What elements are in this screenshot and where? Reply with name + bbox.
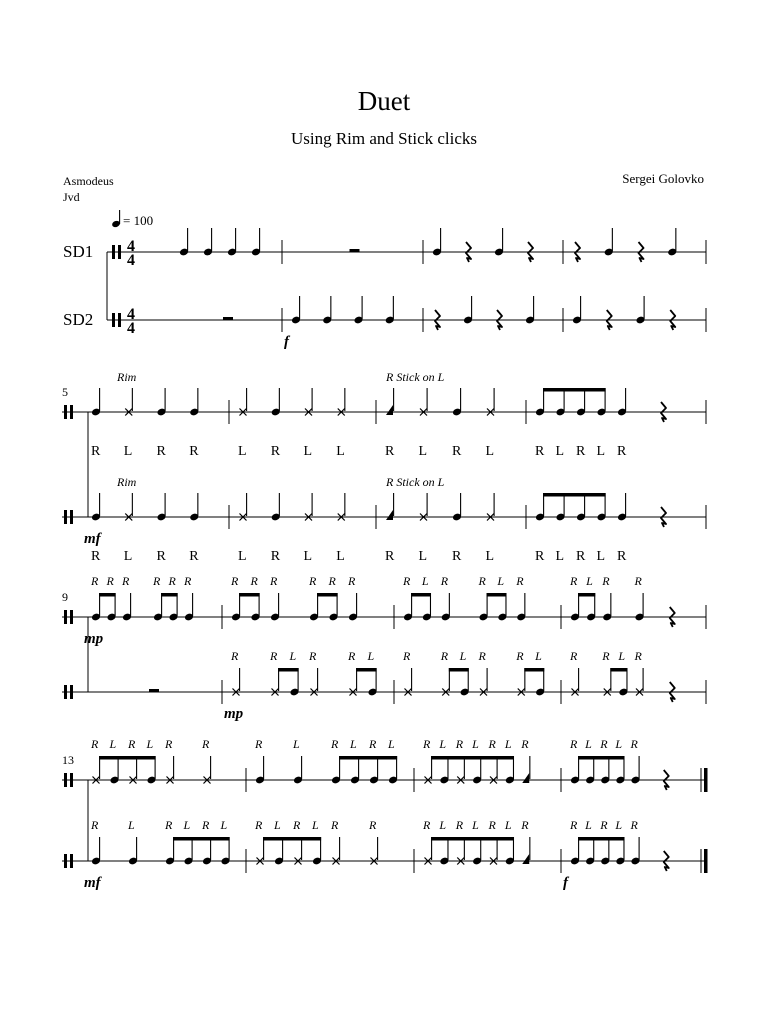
sticking-label: R (634, 649, 642, 663)
sticking-label: R (440, 649, 449, 663)
sticking-label: L (585, 818, 592, 832)
expression-text: Rim (117, 370, 137, 384)
sticking-label: R (328, 574, 336, 588)
sticking-label: L (472, 737, 479, 751)
instrument-name-sd2: SD2 (63, 310, 94, 329)
beam (263, 837, 321, 841)
score-title: Duet (357, 86, 411, 116)
beam (99, 593, 116, 597)
sticking-label: R (293, 818, 301, 832)
dynamic-marking: mf (84, 875, 101, 891)
sticking-letter: R (535, 549, 546, 564)
beam (411, 593, 431, 597)
beam (524, 668, 544, 672)
sticking-label: L (274, 818, 281, 832)
sticking-label: R (231, 574, 239, 588)
percussion-clef-icon (112, 245, 115, 259)
expression-text: Rim (117, 475, 137, 489)
sticking-label: R (455, 737, 464, 751)
sticking-label: R (270, 649, 278, 663)
sticking-letter: L (238, 549, 248, 564)
sticking-letter: L (123, 444, 134, 459)
beam (449, 668, 469, 672)
sticking-letter: L (336, 549, 346, 564)
sticking-label: R (250, 574, 258, 588)
sticking-label: R (488, 737, 496, 751)
sticking-letter: R (452, 549, 463, 564)
sticking-letter: R (270, 444, 282, 459)
note-stick-click-head (386, 510, 393, 520)
beam (431, 756, 514, 760)
note-stick-click-head (522, 854, 529, 864)
dynamic-marking: mp (224, 706, 244, 722)
sticking-label: R (570, 574, 578, 588)
sticking-letter: L (485, 549, 496, 564)
sticking-label: L (535, 649, 542, 663)
sticking-label: R (423, 818, 431, 832)
percussion-clef-icon (64, 510, 67, 524)
sticking-label: R (348, 649, 356, 663)
sticking-label: L (183, 818, 191, 832)
sticking-letter: L (596, 444, 607, 459)
sticking-label: R (423, 737, 431, 751)
beam (239, 593, 260, 597)
sticking-label: R (570, 818, 578, 832)
dynamic-marking: mf (84, 531, 101, 547)
percussion-clef-icon (118, 313, 121, 327)
sticking-label: R (440, 574, 449, 588)
sticking-label: R (122, 574, 130, 588)
percussion-clef-icon (64, 773, 67, 787)
sticking-letter: R (452, 444, 463, 459)
percussion-clef-icon (64, 685, 67, 699)
sticking-letter: L (485, 444, 496, 459)
expression-text: R Stick on L (386, 475, 445, 489)
sticking-label: R (602, 649, 610, 663)
sticking-label: R (255, 818, 263, 832)
sticking-label: R (231, 649, 239, 663)
sticking-label: L (504, 818, 512, 832)
sticking-letter: R (91, 549, 102, 564)
percussion-clef-icon (70, 685, 73, 699)
sticking-label: R (570, 737, 578, 751)
sticking-letter: R (617, 444, 628, 459)
half-rest (350, 249, 360, 253)
score-subtitle: Using Rim and Stick clicks (290, 129, 478, 148)
sticking-label: R (348, 574, 356, 588)
sticking-label: L (459, 649, 467, 663)
sticking-label: R (369, 818, 377, 832)
note-stick-click-head (386, 405, 393, 415)
beam (317, 593, 338, 597)
sticking-label: L (439, 818, 447, 832)
sticking-label: R (516, 649, 524, 663)
measure-number: 5 (62, 385, 68, 399)
sticking-label: L (128, 818, 135, 832)
sticking-letter: R (91, 444, 102, 459)
sticking-letter: L (555, 549, 566, 564)
sticking-label: L (289, 649, 297, 663)
sticking-label: L (388, 737, 395, 751)
beam (578, 837, 624, 841)
beam (173, 837, 230, 841)
sticking-label: L (497, 574, 505, 588)
sticking-label: R (202, 818, 210, 832)
beam (99, 756, 156, 760)
sticking-label: L (350, 737, 357, 751)
sticking-label: R (91, 737, 99, 751)
final-barline-thick (704, 768, 708, 792)
instrument-name-sd1: SD1 (63, 242, 94, 261)
sticking-label: L (220, 818, 228, 832)
sticking-letter: R (189, 444, 200, 459)
percussion-clef-icon (70, 405, 73, 419)
sticking-label: R (600, 737, 608, 751)
sticking-label: R (165, 737, 173, 751)
measure-number: 13 (62, 753, 74, 767)
tempo-text: = 100 (123, 213, 154, 228)
sticking-letter: R (156, 444, 167, 459)
sticking-label: L (504, 737, 512, 751)
measure-number: 9 (62, 590, 68, 604)
sticking-label: R (630, 818, 638, 832)
sticking-letter: R (156, 549, 167, 564)
sticking-label: R (478, 574, 486, 588)
beam (578, 756, 624, 760)
half-rest (223, 317, 233, 321)
sticking-label: R (455, 818, 464, 832)
sticking-label: R (600, 818, 608, 832)
sticking-letter: R (617, 549, 628, 564)
sticking-label: R (369, 737, 377, 751)
sticking-label: L (615, 818, 623, 832)
percussion-clef-icon (70, 773, 73, 787)
sticking-letter: R (270, 549, 282, 564)
sticking-label: R (403, 574, 411, 588)
percussion-clef-icon (70, 610, 73, 624)
final-barline-thick (704, 849, 708, 873)
beam (578, 593, 595, 597)
sticking-label: R (630, 737, 638, 751)
sticking-letter: R (576, 444, 587, 459)
dynamic-marking: mp (84, 631, 104, 647)
sticking-letter: L (303, 444, 314, 459)
beam (543, 493, 606, 497)
time-signature-top: 4 (127, 238, 135, 255)
sticking-label: L (367, 649, 375, 663)
sticking-letter: L (418, 444, 429, 459)
sticking-label: R (516, 574, 524, 588)
sticking-letter: R (385, 549, 396, 564)
sticking-label: R (106, 574, 114, 588)
sticking-letter: R (535, 444, 546, 459)
beam (543, 388, 606, 392)
composer-name: Sergei Golovko (622, 171, 704, 186)
time-signature-bottom: 4 (127, 252, 135, 269)
sticking-label: R (153, 574, 161, 588)
percussion-clef-icon (64, 854, 67, 868)
sticking-letter: L (123, 549, 134, 564)
sticking-label: R (331, 818, 339, 832)
beam (610, 668, 627, 672)
sticking-label: R (128, 737, 136, 751)
sticking-label: L (421, 574, 429, 588)
sticking-letter: R (576, 549, 587, 564)
beam (431, 837, 514, 841)
sticking-label: R (488, 818, 496, 832)
sticking-label: R (602, 574, 610, 588)
half-rest (149, 689, 159, 693)
beam (356, 668, 377, 672)
sticking-label: L (618, 649, 626, 663)
sticking-label: R (270, 574, 278, 588)
arranger-line-2: Jvd (63, 190, 80, 204)
sticking-label: R (91, 818, 99, 832)
time-signature-bottom: 4 (127, 320, 135, 337)
sticking-label: R (91, 574, 99, 588)
sticking-label: R (165, 818, 173, 832)
time-signature-top: 4 (127, 306, 135, 323)
sticking-letter: L (238, 444, 248, 459)
sticking-label: R (634, 574, 642, 588)
expression-text: R Stick on L (386, 370, 445, 384)
percussion-clef-icon (118, 245, 121, 259)
sticking-label: L (585, 737, 592, 751)
sticking-label: L (586, 574, 593, 588)
percussion-clef-icon (112, 313, 115, 327)
sticking-label: R (309, 574, 317, 588)
note-stick-click-head (522, 773, 529, 783)
sticking-label: L (109, 737, 117, 751)
sticking-label: R (521, 737, 529, 751)
sticking-label: R (403, 649, 411, 663)
percussion-clef-icon (64, 405, 67, 419)
sticking-label: R (478, 649, 486, 663)
dynamic-marking: f (563, 875, 568, 891)
sticking-label: R (168, 574, 176, 588)
beam (339, 756, 397, 760)
percussion-clef-icon (70, 510, 73, 524)
sticking-label: R (331, 737, 339, 751)
sticking-letter: L (418, 549, 429, 564)
sticking-letter: R (385, 444, 396, 459)
beam (278, 668, 299, 672)
percussion-clef-icon (70, 854, 73, 868)
sticking-label: R (521, 818, 529, 832)
arranger-line-1: Asmodeus (63, 174, 114, 188)
sticking-label: L (439, 737, 447, 751)
sticking-letter: R (189, 549, 200, 564)
sticking-label: L (472, 818, 479, 832)
sticking-letter: L (596, 549, 607, 564)
sticking-label: R (184, 574, 192, 588)
dynamic-marking: f (284, 334, 289, 350)
sticking-label: L (146, 737, 154, 751)
sticking-label: L (615, 737, 623, 751)
beam (161, 593, 178, 597)
beam (487, 593, 507, 597)
sticking-label: R (570, 649, 578, 663)
sticking-letter: L (336, 444, 346, 459)
sticking-letter: L (303, 549, 314, 564)
sticking-label: R (309, 649, 317, 663)
sticking-label: R (202, 737, 210, 751)
sticking-label: L (312, 818, 319, 832)
sticking-label: R (255, 737, 263, 751)
sticking-label: L (293, 737, 300, 751)
sticking-letter: L (555, 444, 566, 459)
percussion-clef-icon (64, 610, 67, 624)
